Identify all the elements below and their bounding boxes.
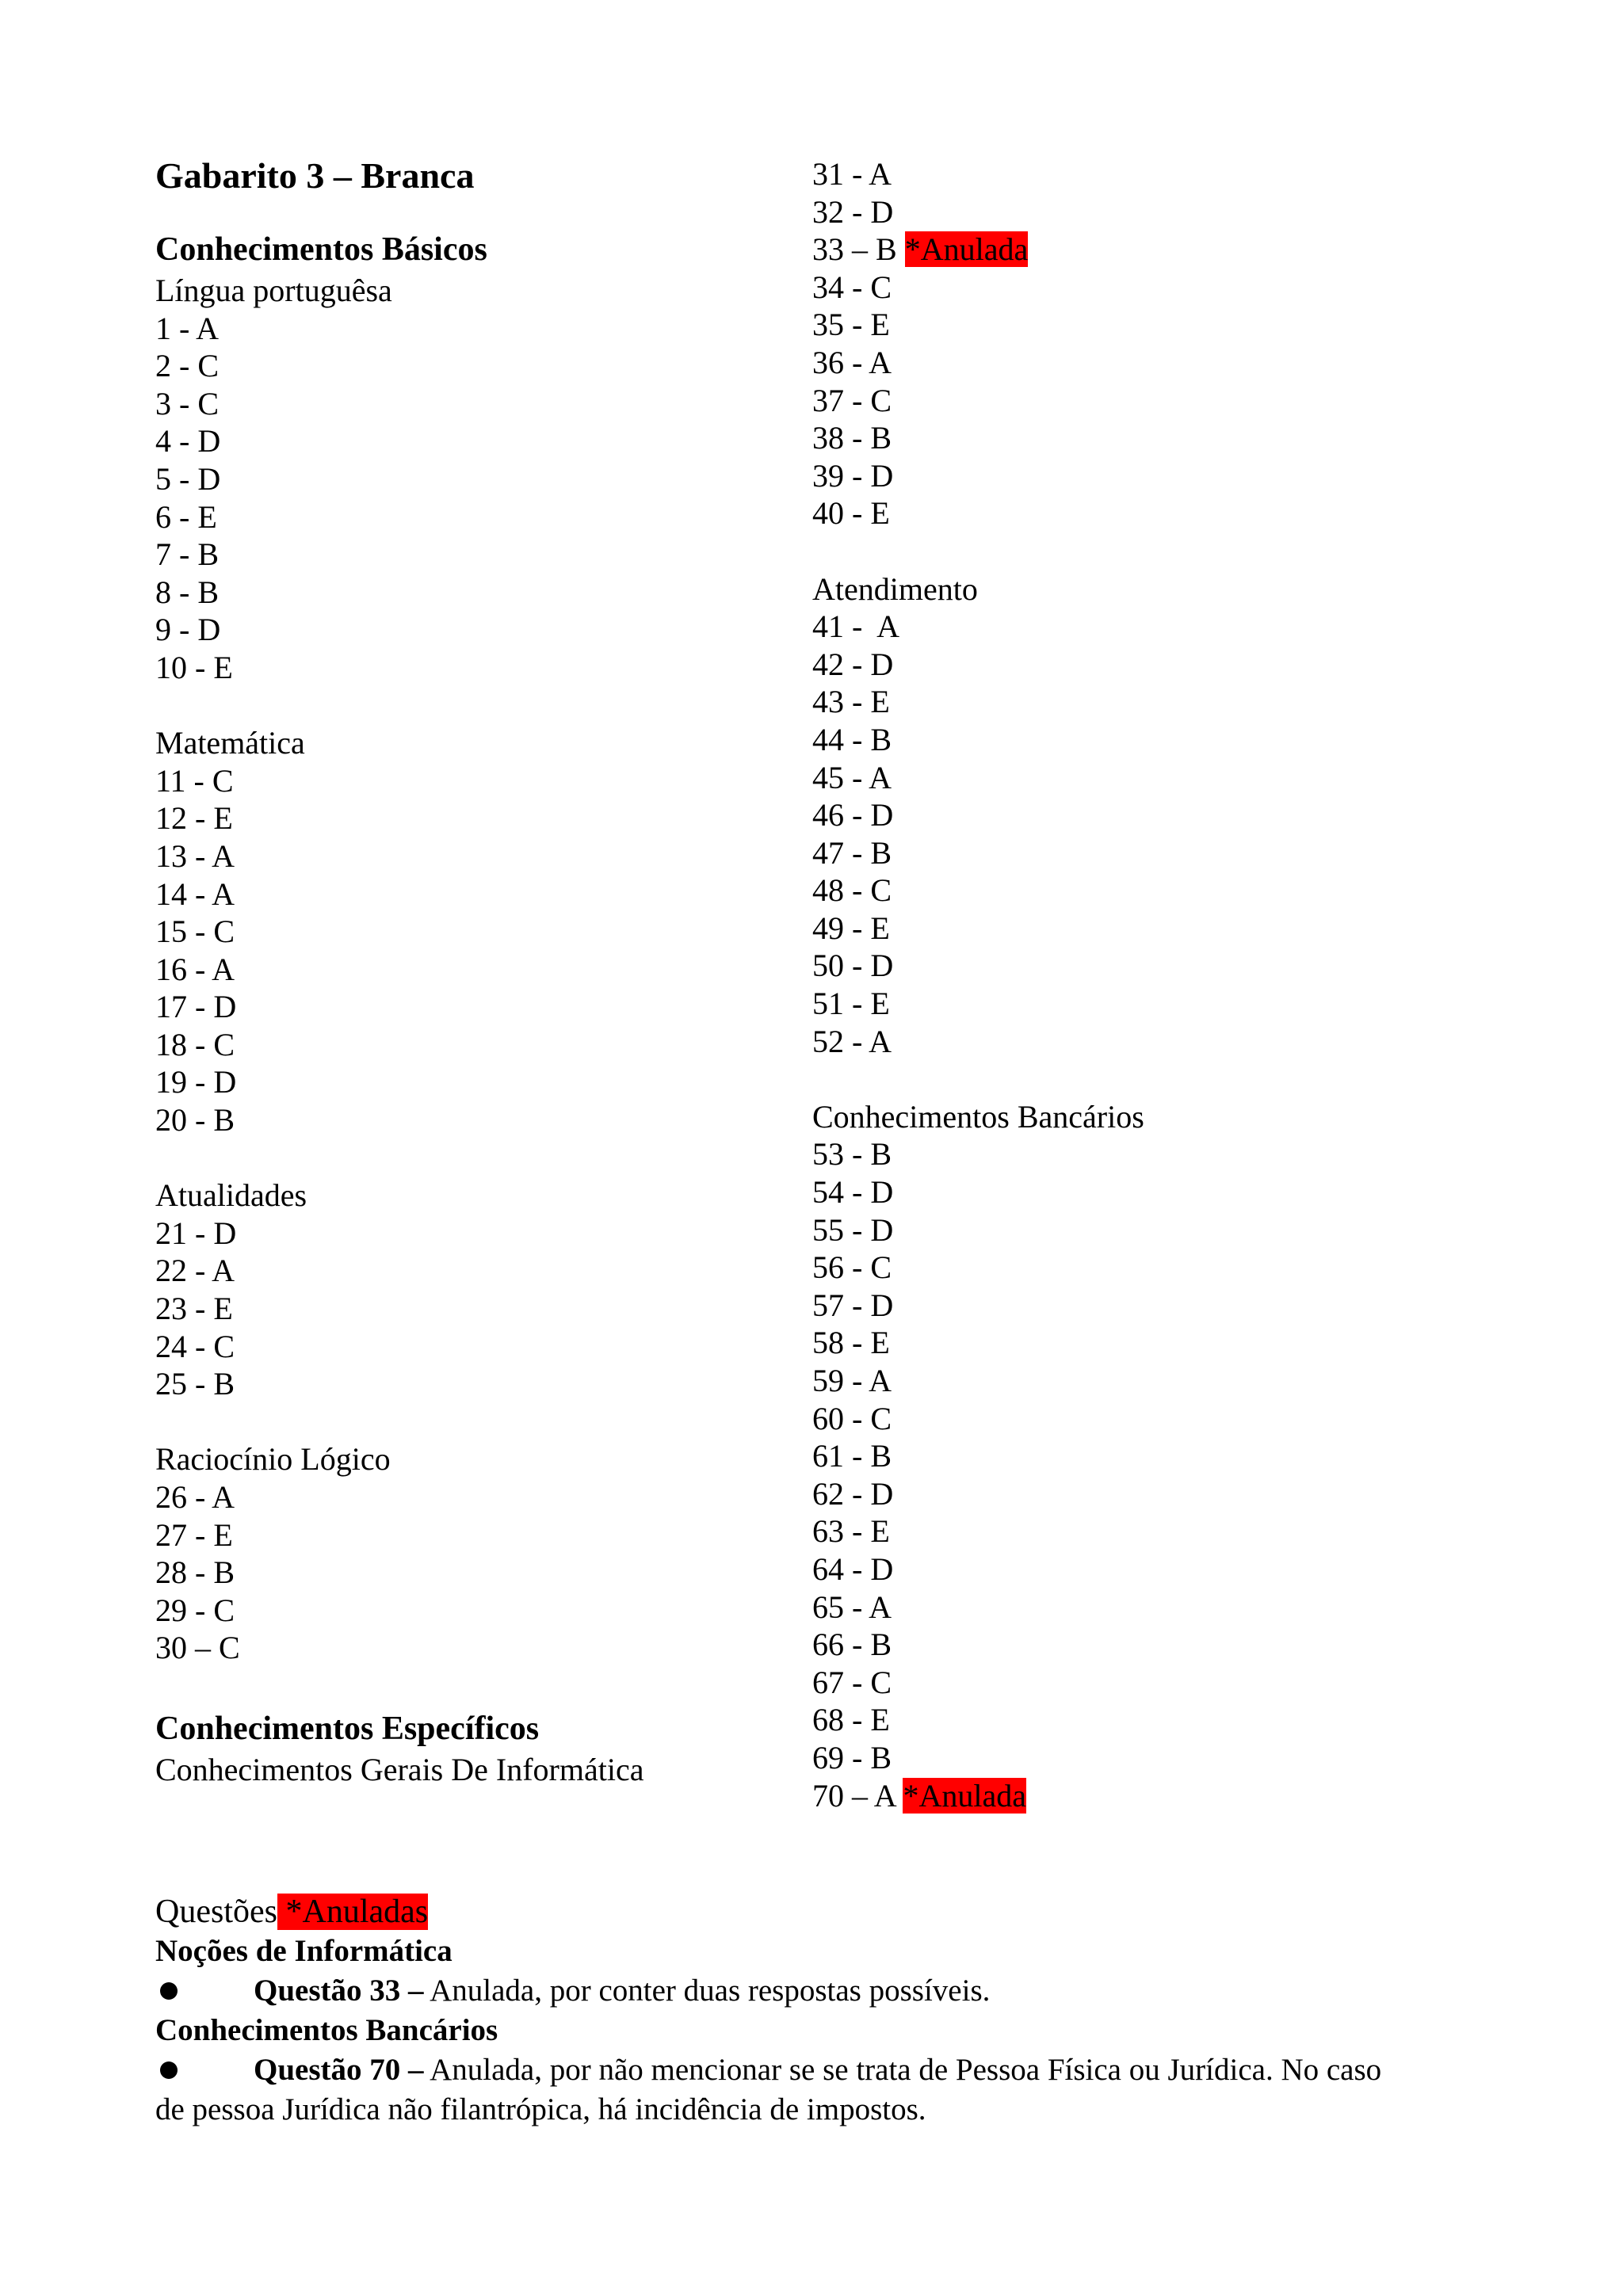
anulada-lead: Questão 33 –: [254, 1974, 424, 2008]
answer-text: 34 - C: [812, 269, 892, 305]
bullet-icon: [160, 1982, 178, 2000]
answer-row: [812, 1400, 1526, 1438]
answer-row: [812, 1135, 1526, 1173]
answer-text: 70 – A: [812, 1777, 896, 1814]
answer-row: [812, 1324, 1526, 1362]
answer-text: 54 - D: [812, 1174, 894, 1211]
answer-text: 17 - D: [155, 989, 237, 1025]
answer-text: 25 - B: [155, 1366, 235, 1402]
answer-row: [155, 1290, 773, 1328]
anuladas-section: [155, 1892, 1487, 2130]
answer-row: [812, 910, 1526, 948]
answer-row: [812, 231, 1526, 269]
subject-heading-raciocinio: Raciocínio Lógico: [155, 1441, 391, 1478]
answer-row: [812, 1362, 1526, 1400]
answer-row: [155, 611, 773, 649]
answer-row: [812, 155, 1526, 193]
answer-row: [812, 1023, 1526, 1061]
answer-row: [812, 1701, 1526, 1739]
answer-row: [155, 913, 773, 951]
subject-heading-informatica: Conhecimentos Gerais De Informática: [155, 1751, 644, 1787]
answer-text: 20 - B: [155, 1102, 235, 1138]
answer-text: 43 - E: [812, 684, 890, 720]
answer-text: 39 - D: [812, 457, 894, 494]
answer-row: [155, 649, 773, 687]
anulada-item-70: [155, 2050, 1487, 2090]
answer-text: 5 - D: [155, 460, 221, 497]
answer-row: [155, 460, 773, 498]
answer-text: 35 - E: [812, 307, 890, 343]
answer-row: [155, 1215, 773, 1253]
answer-text: 19 - D: [155, 1064, 237, 1100]
answer-text: 46 - D: [812, 797, 894, 833]
bullet-icon: [160, 2061, 178, 2079]
answer-row: [812, 1173, 1526, 1211]
answer-row: [155, 1026, 773, 1064]
answer-row: [812, 721, 1526, 759]
answer-text: 14 - A: [155, 875, 235, 912]
section-heading-basic: Conhecimentos Básicos: [155, 231, 487, 268]
answer-text: 33 – B: [812, 231, 897, 268]
anulada-badge: *Anulada: [904, 231, 1029, 268]
answer-row: [812, 759, 1526, 797]
answer-text: 3 - C: [155, 385, 219, 421]
subject-heading-matematica: Matemática: [155, 725, 305, 761]
answer-row: [812, 1211, 1526, 1249]
answer-row: [812, 269, 1526, 307]
answer-text: 41 - A: [812, 608, 899, 645]
anulada-text-continuation: de pessoa Jurídica não filantrópica, há incidência de impostos.: [155, 2092, 926, 2126]
anulada-subject-bancarios: Conhecimentos Bancários: [155, 2013, 498, 2047]
answer-text: 42 - D: [812, 646, 894, 682]
subject-heading-atualidades: Atualidades: [155, 1177, 307, 1214]
answer-row: [155, 1101, 773, 1139]
answer-text: 11 - C: [155, 762, 234, 799]
answer-text: 56 - C: [812, 1249, 892, 1286]
anulada-text: Anulada, por não mencionar se se trata de Pessoa Física ou Jurídica. No caso: [423, 2053, 1382, 2087]
answer-text: 65 - A: [812, 1589, 892, 1625]
answer-row: [812, 1437, 1526, 1475]
answer-text: 1 - A: [155, 310, 219, 346]
answer-row: [155, 422, 773, 460]
answer-text: 67 - C: [812, 1664, 892, 1700]
answer-row: [155, 1063, 773, 1101]
anulada-lead: Questão 70 –: [254, 2053, 424, 2087]
answer-row: [812, 457, 1526, 495]
answer-row: [155, 310, 773, 348]
answer-text: 36 - A: [812, 344, 892, 380]
answer-text: 59 - A: [812, 1363, 892, 1398]
answer-list-atualidades: [155, 1215, 773, 1403]
answer-text: 28 - B: [155, 1554, 235, 1591]
answer-text: 69 - B: [812, 1739, 892, 1775]
answer-row: [155, 536, 773, 574]
answer-row: [155, 1516, 773, 1554]
answer-row: [155, 1592, 773, 1630]
answer-text: 6 - E: [155, 498, 217, 535]
answer-text: 32 - D: [812, 193, 894, 230]
answer-text: 60 - C: [812, 1400, 892, 1436]
answer-text: 63 - E: [812, 1513, 890, 1550]
answer-row: [155, 385, 773, 423]
answer-text: 51 - E: [812, 986, 890, 1022]
answer-row: [812, 344, 1526, 382]
answer-row: [812, 1739, 1526, 1777]
answer-row: [812, 985, 1526, 1023]
answer-row: [155, 799, 773, 837]
answer-text: 38 - B: [812, 420, 892, 456]
anulada-subject-informatica: Noções de Informática: [155, 1934, 453, 1968]
answer-text: 45 - A: [812, 759, 892, 795]
anulada-text: Anulada, por conter duas respostas possíveis.: [423, 1974, 991, 2008]
answer-text: 53 - B: [812, 1136, 892, 1173]
answer-row: [812, 608, 1526, 646]
answer-text: 12 - E: [155, 800, 233, 837]
answer-list-informatica: [812, 155, 1526, 532]
answer-text: 37 - C: [812, 382, 892, 418]
anulada-item-33: [155, 1971, 1487, 2011]
answer-list-matematica: [155, 762, 773, 1139]
answer-row: [155, 347, 773, 385]
answer-text: 57 - D: [812, 1287, 894, 1323]
left-column: [155, 153, 773, 1788]
answer-text: 2 - C: [155, 348, 219, 384]
page-title: Gabarito 3 – Branca: [155, 155, 475, 196]
answer-row: [812, 1589, 1526, 1627]
answer-text: 49 - E: [812, 910, 890, 946]
answer-text: 58 - E: [812, 1325, 890, 1361]
subject-heading-atendimento: Atendimento: [812, 570, 978, 607]
answer-text: 52 - A: [812, 1023, 892, 1059]
answer-list-atendimento: [812, 608, 1526, 1060]
answer-text: 18 - C: [155, 1026, 235, 1062]
subject-heading-portugues: Língua portuguêsa: [155, 273, 392, 308]
answer-text: 47 - B: [812, 834, 892, 871]
answer-list-bancarios: [812, 1135, 1526, 1814]
answer-text: 15 - C: [155, 913, 235, 950]
answer-text: 66 - B: [812, 1627, 892, 1663]
answer-row: [812, 1626, 1526, 1664]
anuladas-title: [155, 1892, 1487, 1932]
answer-text: 26 - A: [155, 1479, 235, 1515]
answer-row: [812, 683, 1526, 721]
answer-row: [155, 1252, 773, 1290]
answer-text: 16 - A: [155, 951, 235, 987]
answer-text: 44 - B: [812, 721, 892, 757]
answer-row: [812, 646, 1526, 684]
answer-row: [155, 1328, 773, 1366]
answer-row: [155, 498, 773, 536]
answer-row: [812, 494, 1526, 532]
answer-row: [155, 1365, 773, 1403]
answer-row: [155, 875, 773, 913]
answer-row: [812, 871, 1526, 910]
anulada-badge: *Anulada: [903, 1777, 1026, 1814]
answer-text: 50 - D: [812, 948, 894, 984]
answer-row: [812, 419, 1526, 457]
answer-row: [155, 837, 773, 875]
answer-text: 24 - C: [155, 1328, 235, 1364]
answer-text: 48 - C: [812, 872, 892, 909]
answer-row: [812, 1287, 1526, 1325]
answer-row: [155, 988, 773, 1026]
answer-text: 64 - D: [812, 1550, 894, 1587]
answer-text: 9 - D: [155, 612, 221, 648]
answer-text: 27 - E: [155, 1516, 233, 1553]
answer-text: 4 - D: [155, 423, 221, 460]
answer-text: 10 - E: [155, 649, 233, 685]
answer-row: [155, 762, 773, 800]
right-column: [812, 155, 1526, 1814]
answer-row: [812, 193, 1526, 231]
answer-text: 29 - C: [155, 1592, 235, 1628]
answer-row: [155, 1629, 773, 1667]
answer-row: [812, 1777, 1526, 1815]
answer-row: [812, 1249, 1526, 1287]
answer-list-raciocinio: [155, 1478, 773, 1667]
answer-text: 31 - A: [812, 156, 892, 192]
anuladas-title-text: Questões: [155, 1894, 277, 1930]
answer-row: [812, 1550, 1526, 1589]
answer-row: [812, 796, 1526, 834]
answer-text: 61 - B: [812, 1438, 892, 1474]
answer-row: [812, 1512, 1526, 1550]
answer-row: [812, 306, 1526, 344]
answer-text: 68 - E: [812, 1702, 890, 1738]
answer-row: [812, 1664, 1526, 1702]
answer-text: 21 - D: [155, 1215, 237, 1251]
answer-row: [155, 574, 773, 612]
answer-text: 7 - B: [155, 536, 219, 573]
answer-text: 8 - B: [155, 574, 219, 610]
answer-row: [812, 382, 1526, 420]
answer-text: 23 - E: [155, 1291, 233, 1327]
section-heading-specific: Conhecimentos Específicos: [155, 1710, 540, 1747]
answer-text: 62 - D: [812, 1475, 894, 1512]
subject-heading-bancarios: Conhecimentos Bancários: [812, 1098, 1144, 1135]
answer-row: [812, 1475, 1526, 1513]
answer-text: 55 - D: [812, 1211, 894, 1248]
answer-text: 30 – C: [155, 1630, 240, 1666]
answer-row: [812, 947, 1526, 985]
answer-list-portugues: [155, 310, 773, 687]
answer-text: 22 - A: [155, 1253, 235, 1289]
answer-text: 13 - A: [155, 837, 235, 874]
anuladas-title-highlight: *Anuladas: [277, 1894, 429, 1930]
answer-row: [155, 951, 773, 989]
answer-row: [155, 1554, 773, 1592]
answer-text: 40 - E: [812, 495, 890, 532]
answer-row: [812, 834, 1526, 872]
answer-row: [155, 1478, 773, 1516]
